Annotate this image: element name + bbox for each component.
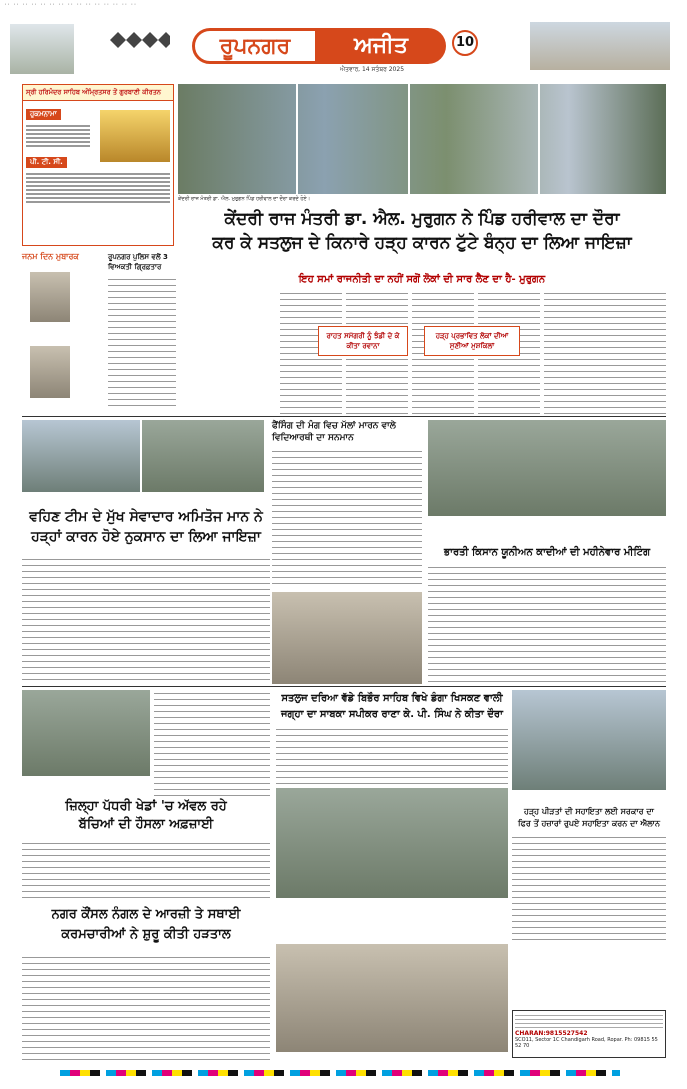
relief-body [512, 834, 666, 944]
imprint-contact: CHARAN:9815527542 [515, 1030, 588, 1037]
kisan-headline: ਭਾਰਤੀ ਕਿਸਾਨ ਯੂਨੀਅਨ ਕਾਦੀਆਂ ਦੀ ਮਹੀਨੇਵਾਰ ਮੀਟਿੰਗ [443, 547, 651, 558]
birthday-title: ਜਨਮ ਦਿਨ ਮੁਬਾਰਕ [22, 252, 79, 261]
speaker-headline-line2: ਜਗ੍ਹਾ ਦਾ ਸਾਬਕਾ ਸਪੀਕਰ ਰਾਣਾ ਕੇ. ਪੀ. ਸਿੰਘ ਨੇ ਕੀਤਾ ਦੌਰਾ [280, 709, 503, 720]
strike-headline-line1: ਨਗਰ ਕੌਂਸਲ ਨੰਗਲ ਦੇ ਆਰਜ਼ੀ ਤੇ ਸਥਾਈ [51, 907, 241, 922]
strike-protest-photo [276, 944, 508, 1052]
main-headline-line1: ਕੇਂਦਰੀ ਰਾਜ ਮੰਤਰੀ ਡਾ. ਐਲ. ਮੁਰੁਗਨ ਨੇ ਪਿੰਡ ਹਰੀਵਾਲ ਦਾ ਦੌਰਾ [224, 209, 620, 229]
golden-temple-image [100, 110, 170, 162]
sports-body [22, 840, 270, 900]
speaker-body [276, 726, 508, 784]
color-registration-bar [60, 1070, 620, 1076]
temple-logo-image [10, 24, 74, 74]
school-body [272, 448, 422, 588]
city-skyline-image [530, 22, 670, 70]
sidebar-label-hukamnama: ਹੁਕਮਨਾਮਾ [26, 109, 61, 120]
mann-headline-line2: ਹੜ੍ਹਾਂ ਕਾਰਨ ਹੋਏ ਨੁਕਸਾਨ ਦਾ ਲਿਆ ਜਾਇਜ਼ਾ [31, 529, 261, 545]
mann-visit-photo [142, 420, 264, 492]
print-slug: ·· ·· ·· ·· ·· ·· ·· ·· ·· ·· ·· ·· ·· ·· ·· [4, 2, 137, 8]
side-news-body [154, 690, 270, 796]
kisan-meeting-photo [428, 420, 666, 516]
top-photo-caption: ਕੇਂਦਰੀ ਰਾਜ ਮੰਤਰੀ ਡਾ. ਐਲ. ਮੁਰੁਗਨ ਪਿੰਡ ਹਰੀਵਾਲ ਦਾ ਦੌਰਾ ਕਰਦੇ ਹੋਏ। [178, 196, 311, 202]
masthead-left-word: ਰੂਪਨਗਰ [192, 28, 318, 64]
kisan-body [428, 564, 666, 684]
strike-body [22, 954, 270, 1062]
speaker-river-photo [276, 788, 508, 898]
issue-date: ਐਤਵਾਰ, 14 ਸਤੰਬਰ 2025 [340, 66, 405, 73]
main-headline-line2: ਕਰ ਕੇ ਸਤਲੁਜ ਦੇ ਕਿਨਾਰੇ ਹੜ੍ਹ ਕਾਰਨ ਟੁੱਟੇ ਬੰਨ੍ਹ ਦਾ ਲਿਆ ਜਾਇਜ਼ਾ [212, 233, 632, 253]
school-group-photo [272, 592, 422, 684]
birthday-child-photo [30, 272, 70, 322]
decorative-pattern-icon [110, 20, 170, 60]
speaker-headline-line1: ਸਤਲੁਜ ਦਰਿਆ ਵੱਡੇ ਬਿਭੌਰ ਸਾਹਿਬ ਵਿਖੇ ਡੰਗਾ ਖਿਸਕਣ ਵਾਲੀ [281, 693, 503, 704]
mann-body [22, 556, 270, 684]
sports-headline-line1: ਜ਼ਿਲ੍ਹਾ ਪੱਧਰੀ ਖੇਡਾਂ 'ਚ ਅੱਵਲ ਰਹੇ [65, 799, 227, 814]
page-number: 10 [452, 30, 478, 56]
police-headline: ਰੂਪਨਗਰ ਪੁਲਿਸ ਵਲੋਂ 3 ਵਿਅਕਤੀ ਗ੍ਰਿਫ਼ਤਾਰ [108, 253, 168, 271]
birthday-child-photo-2 [30, 346, 70, 398]
sidebar-title: ਸ੍ਰੀ ਹਰਿਮੰਦਰ ਸਾਹਿਬ ਅੰਮ੍ਰਿਤਸਰ ਤੋਂ ਗੁਰਬਾਣੀ ਕੀਰਤਨ [23, 85, 173, 101]
sports-headline-line2: ਬੱਚਿਆਂ ਦੀ ਹੌਸਲਾ ਅਫ਼ਜ਼ਾਈ [78, 817, 214, 832]
relief-meeting-photo [512, 690, 666, 790]
flood-water-photo [22, 420, 140, 492]
main-subhead: ਇਹ ਸਮਾਂ ਰਾਜਨੀਤੀ ਦਾ ਨਹੀਂ ਸਗੋਂ ਲੋਕਾਂ ਦੀ ਸਾਰ ਲੈਣ ਦਾ ਹੈ- ਮੁਰੁਗਨ [298, 274, 546, 285]
top-photo-strip [178, 84, 666, 194]
imprint-address: SCO11, Sector 1C Chandigarh Road, Ropar. Ph: 09815 55 52 70 [515, 1037, 658, 1049]
gurbani-sidebar [22, 84, 174, 246]
strike-headline-line2: ਕਰਮਚਾਰੀਆਂ ਨੇ ਸ਼ੁਰੂ ਕੀਤੀ ਹੜਤਾਲ [61, 927, 231, 942]
sports-children-photo [22, 690, 150, 776]
mann-headline-line1: ਵਹਿਣ ਟੀਮ ਦੇ ਮੁੱਖ ਸੇਵਾਦਾਰ ਅਮਿਤੋਜ ਮਾਨ ਨੇ [29, 509, 263, 525]
relief-headline-line1: ਹੜ੍ਹ ਪੀੜਤਾਂ ਦੀ ਸਹਾਇਤਾ ਲਈ ਸਰਕਾਰ ਦਾ [524, 807, 654, 816]
flood-box: ਹੜ੍ਹ ਪ੍ਰਭਾਵਿਤ ਲੋਕਾਂ ਦੀਆਂ ਸੁਣੀਆਂ ਮੁਸ਼ਕਿਲਾਂ [424, 326, 520, 356]
school-headline: ਫੈਂਸਿੰਗ ਦੀ ਮੰਗ ਵਿਚ ਮੱਲਾਂ ਮਾਰਨ ਵਾਲੇ ਵਿਦਿਆਰਥੀ ਦਾ ਸਨਮਾਨ [272, 421, 396, 443]
masthead [170, 22, 475, 74]
relief-headline-line2: ਫਿਰ ਤੋਂ ਹਜ਼ਾਰਾਂ ਰੁਪਏ ਸਹਾਇਤਾ ਕਰਨ ਦਾ ਐਲਾਨ [518, 819, 660, 828]
police-body [108, 276, 176, 408]
relief-box: ਰਾਹਤ ਸਮੱਗਰੀ ਨੂੰ ਝੰਡੀ ਦੇ ਕੇ ਕੀਤਾ ਰਵਾਨਾ [318, 326, 408, 356]
masthead-right-word: ਅਜੀਤ [316, 28, 446, 64]
sidebar-label-ptc: ਪੀ. ਟੀ. ਸੀ. [26, 157, 67, 168]
imprint-box [512, 1010, 666, 1058]
